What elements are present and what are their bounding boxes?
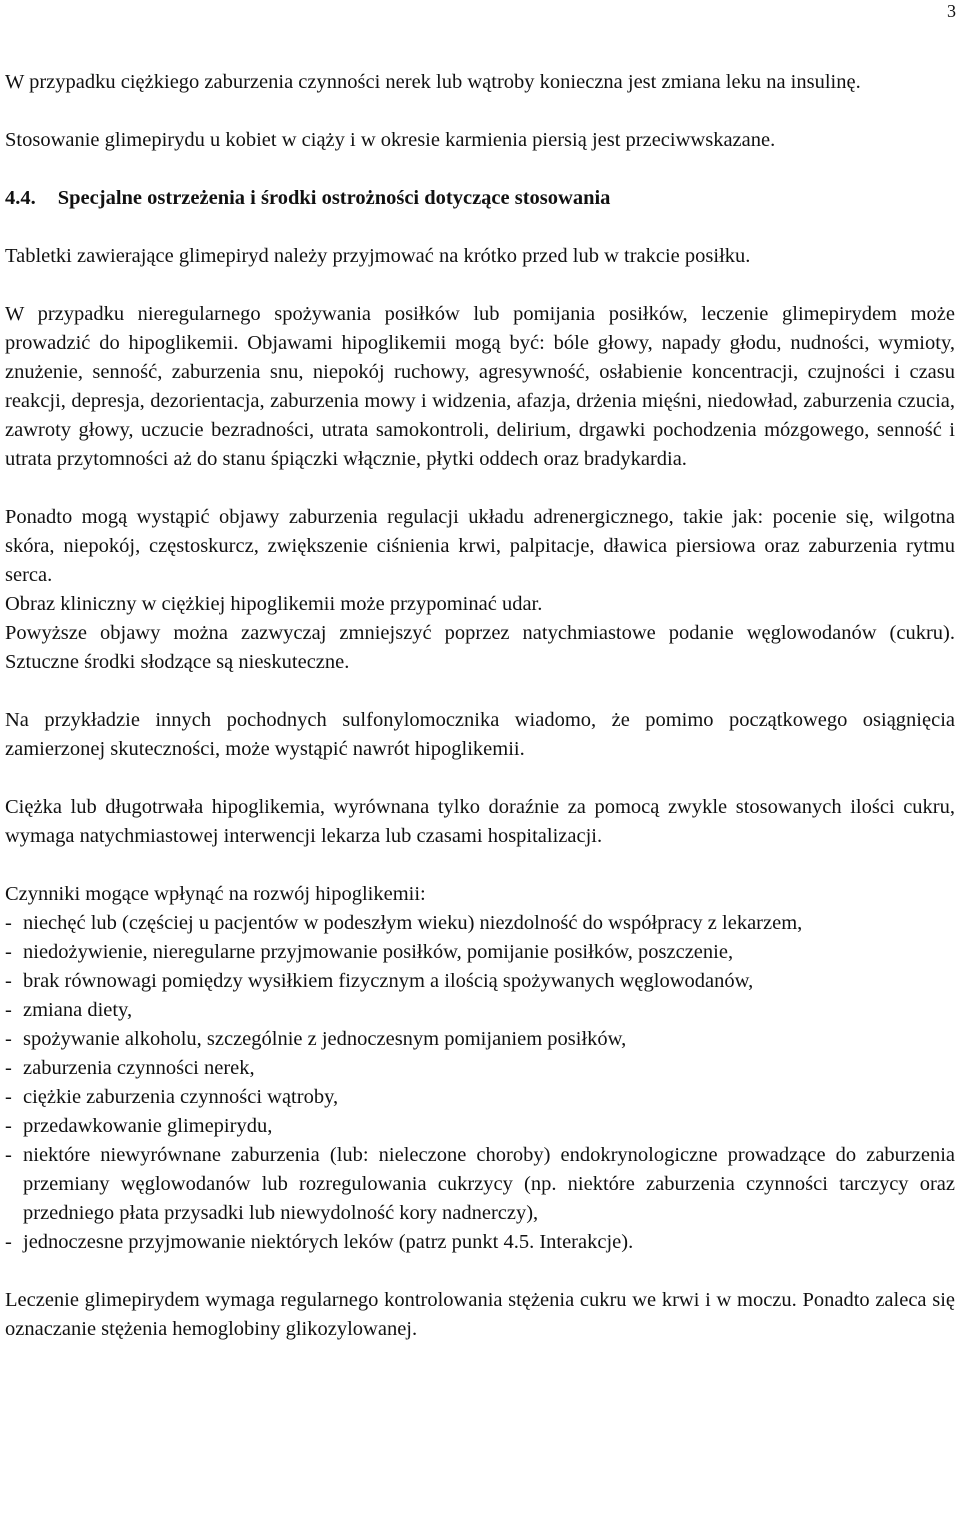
section-heading [5, 184, 955, 213]
paragraph-renal-hepatic: W przypadku ciężkiego zaburzenia czynności nerek lub wątroby konieczna jest zmiana leku na insulinę. [5, 71, 861, 93]
paragraph-adrenergic: Ponadto mogą wystąpić objawy zaburzenia regulacji układu adrenergicznego, takie jak: pocenie się, wilgotna skóra, niepokój, częstoskurcz, zwiększenie ciśnienia krwi, palpitacje, dławica piersiowa oraz zaburzenia rytmu serca. [5, 506, 955, 586]
list-dash: - [5, 999, 12, 1021]
list-item: - przedawkowanie glimepirydu, [5, 1112, 955, 1141]
page-number: 3 [947, 1, 956, 21]
list-item: - zmiana diety, [5, 996, 955, 1025]
paragraph-hypoglycemia-symptoms: W przypadku nieregularnego spożywania posiłków lub pomijania posiłków, leczenie glimepirydem może prowadzić do hipoglikemii. Objawami hipoglikemii mogą być: bóle głowy, napady głodu, nudności, wymioty, znużenie, senność, zaburzenia snu, niepokój ruchowy, agresywność, osłabienie koncentracji, czujności i czasu reakcji, depresja, dezorientacja, zaburzenia mowy i widzenia, afazja, drżenia mięśni, niedowład, zaburzenia czucia, zawroty głowy, uczucie bezradności, utrata samokontroli, delirium, drgawki pochodzenia mózgowego, senność i utrata przytomności aż do stanu śpiączki włącznie, płytki oddech oraz bradykardia. [5, 303, 955, 470]
list-dash: - [5, 1144, 12, 1166]
list-item: - jednoczesne przyjmowanie niektórych leków (patrz punkt 4.5. Interakcje). [5, 1228, 955, 1257]
list-dash: - [5, 1057, 12, 1079]
paragraph-recurrence: Na przykładzie innych pochodnych sulfonylomocznika wiadomo, że pomimo początkowego osiągnięcia zamierzonej skuteczności, może wystąpić nawrót hipoglikemii. [5, 709, 955, 760]
list-dash: - [5, 1028, 12, 1050]
list-dash: - [5, 970, 12, 992]
paragraph-pregnancy: Stosowanie glimepirydu u kobiet w ciąży i w okresie karmienia piersią jest przeciwwskazane. [5, 129, 776, 151]
list-item: - brak równowagi pomiędzy wysiłkiem fizycznym a ilością spożywanych węglowodanów, [5, 967, 955, 996]
list-item: - ciężkie zaburzenia czynności wątroby, [5, 1083, 955, 1112]
list-dash: - [5, 1086, 12, 1108]
list-dash: - [5, 1115, 12, 1137]
risk-factors-list [5, 909, 955, 1257]
list-dash: - [5, 941, 12, 963]
list-item: - zaburzenia czynności nerek, [5, 1054, 955, 1083]
list-dash: - [5, 912, 12, 934]
paragraph-monitoring: Leczenie glimepirydem wymaga regularnego kontrolowania stężenia cukru we krwi i w moczu. Ponadto zaleca się oznaczanie stężenia hemoglobiny glikozylowanej. [5, 1289, 955, 1340]
list-item: - niechęć lub (częściej u pacjentów w podeszłym wieku) niezdolność do współpracy z lekarzem, [5, 909, 955, 938]
document-body [5, 68, 955, 1344]
paragraph-factors-intro: Czynniki mogące wpłynąć na rozwój hipoglikemii: [5, 883, 426, 905]
list-dash: - [5, 1231, 12, 1253]
paragraph-carbohydrates: Powyższe objawy można zazwyczaj zmniejszyć poprzez natychmiastowe podanie węglowodanów (cukru). Sztuczne środki słodzące są nieskuteczne. [5, 622, 955, 673]
section-title: Specjalne ostrzeżenia i środki ostrożności dotyczące stosowania [57, 187, 611, 209]
list-item: - niektóre niewyrównane zaburzenia (lub: nieleczone choroby) endokrynologiczne prowadzące do zaburzenia przemiany węglowodanów lub rozregulowania cukrzycy (np. niektóre zaburzenia czynności tarczycy oraz przedniego płata przysadki lub niewydolność kory nadnerczy), [5, 1141, 955, 1228]
list-item: - niedożywienie, nieregularne przyjmowanie posiłków, pomijanie posiłków, poszczenie, [5, 938, 955, 967]
paragraph-severe-hypoglycemia: Ciężka lub długotrwała hipoglikemia, wyrównana tylko doraźnie za pomocą zwykle stosowanych ilości cukru, wymaga natychmiastowej interwencji lekarza lub czasami hospitalizacji. [5, 796, 955, 847]
list-item: - spożywanie alkoholu, szczególnie z jednoczesnym pomijaniem posiłków, [5, 1025, 955, 1054]
paragraph-administration: Tabletki zawierające glimepiryd należy przyjmować na krótko przed lub w trakcie posiłku. [5, 245, 751, 267]
section-number: 4.4. [5, 187, 36, 209]
paragraph-stroke: Obraz kliniczny w ciężkiej hipoglikemii może przypominać udar. [5, 593, 543, 615]
